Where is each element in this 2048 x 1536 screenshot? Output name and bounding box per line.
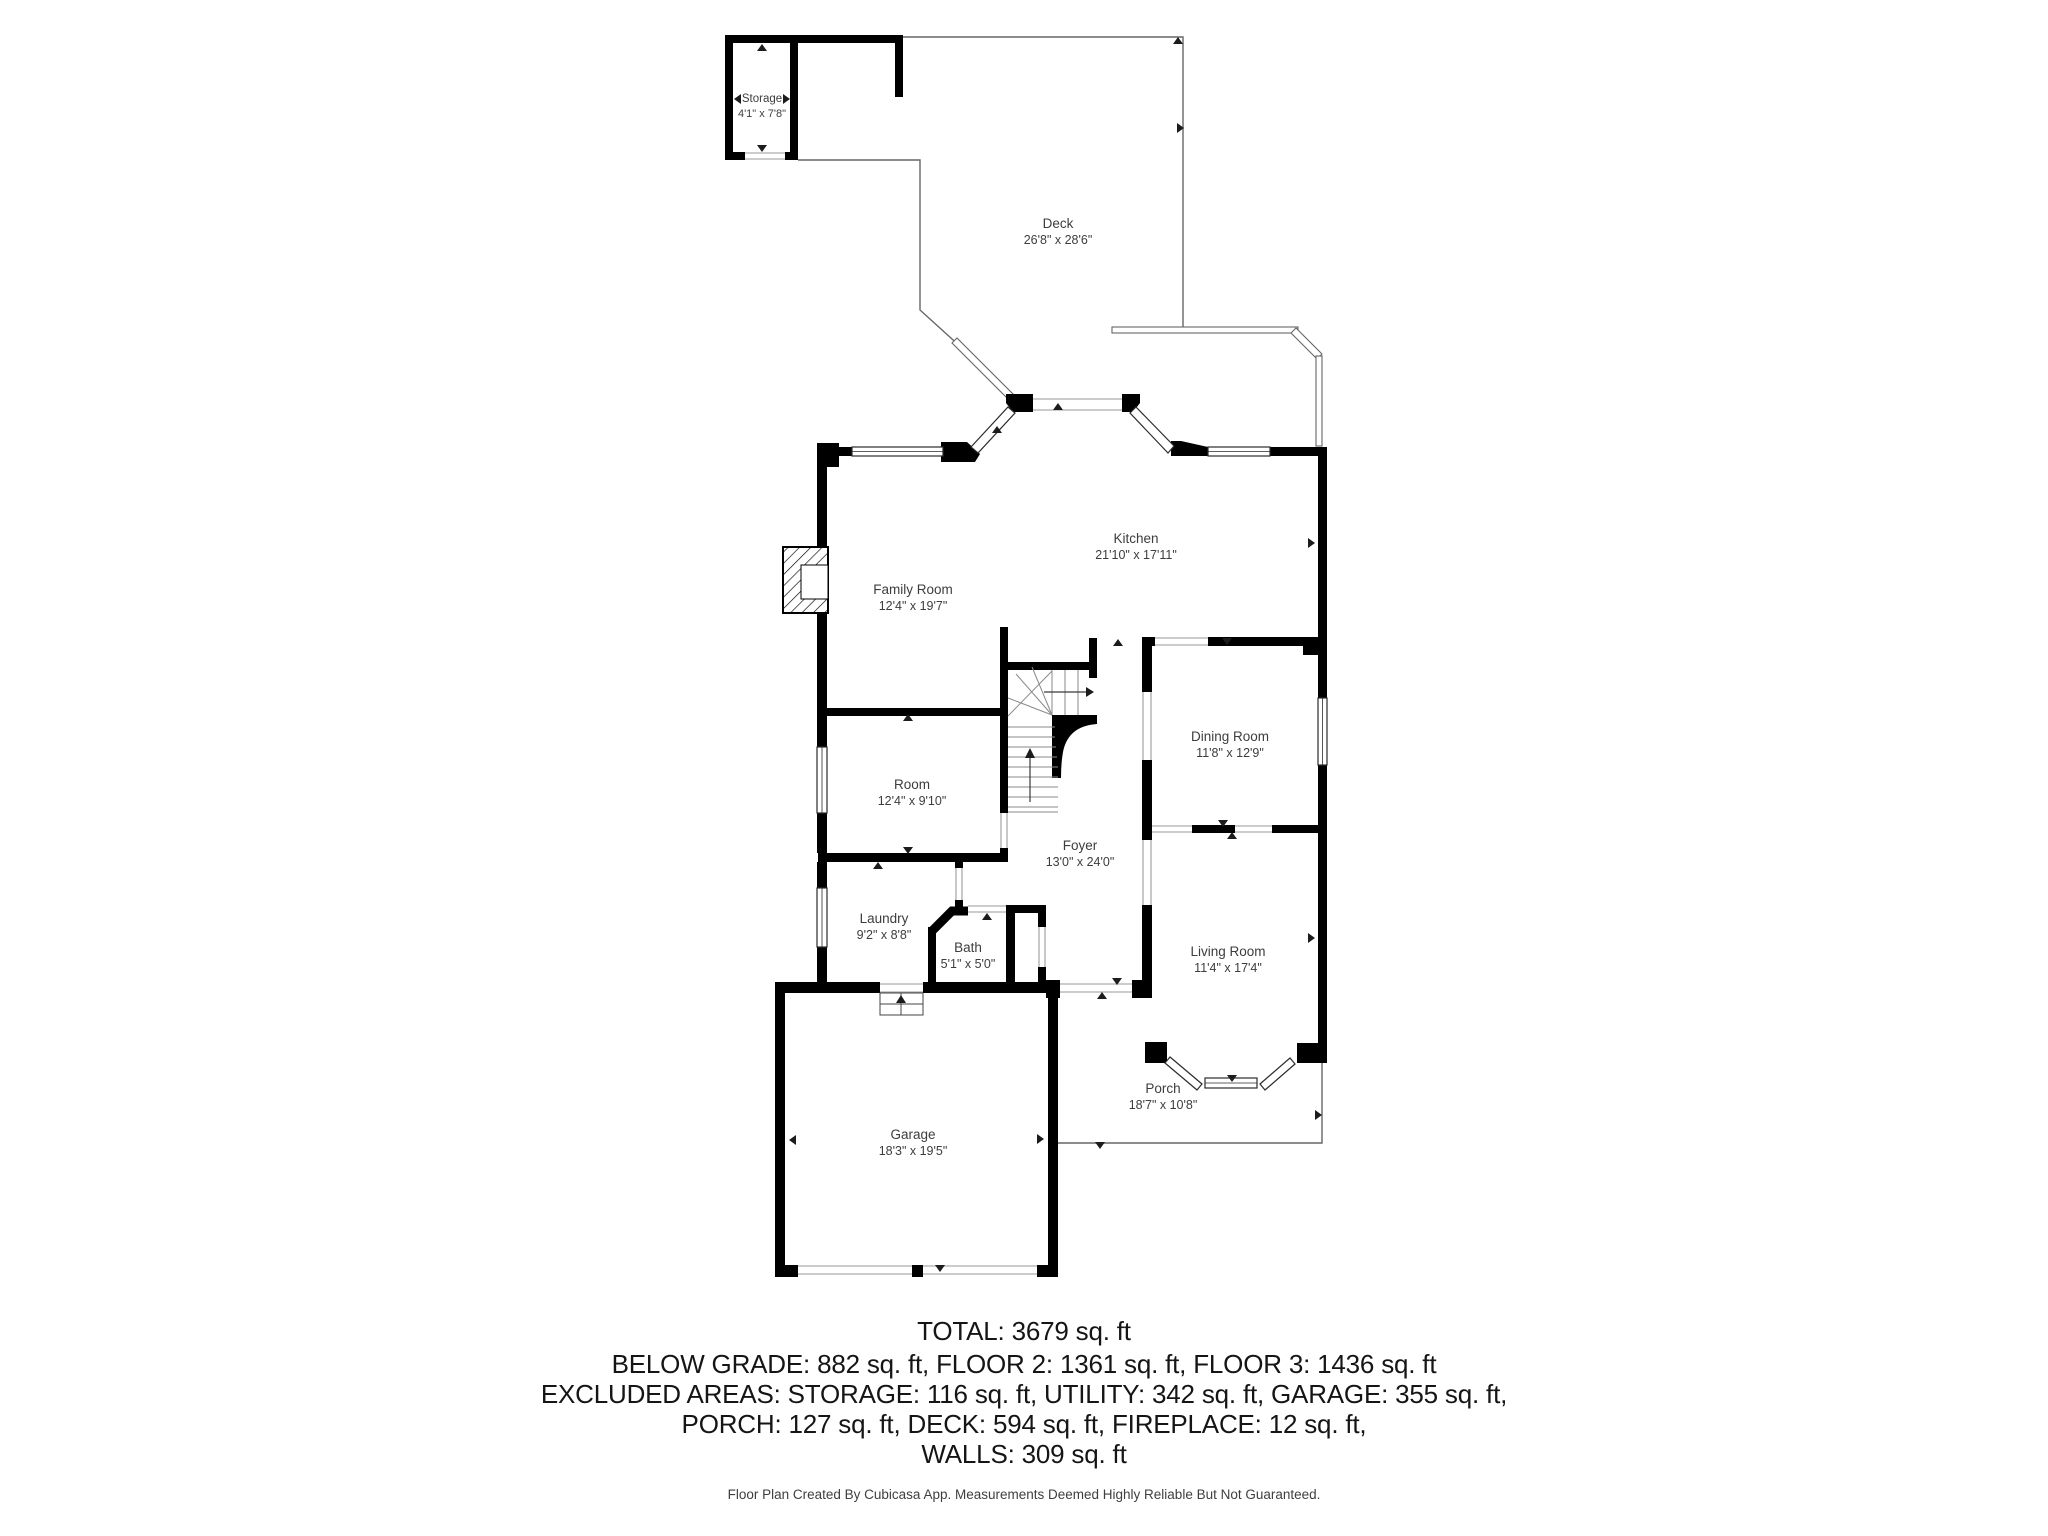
label-storage: Storage <box>741 93 783 105</box>
fireplace <box>783 547 828 613</box>
label-family-room: Family Room <box>873 582 953 597</box>
label-laundry: Laundry <box>859 911 909 926</box>
walls <box>725 35 1327 1277</box>
label-foyer: Foyer <box>1062 838 1098 853</box>
dims-foyer: 13'0" x 24'0" <box>1045 855 1115 869</box>
dims-kitchen: 21'10" x 17'11" <box>1095 548 1177 562</box>
excluded-areas-text-2: PORCH: 127 sq. ft, DECK: 594 sq. ft, FIREPLACE: 12 sq. ft, <box>681 1409 1367 1439</box>
excluded-areas-text-1: EXCLUDED AREAS: STORAGE: 116 sq. ft, UTILITY: 342 sq. ft, GARAGE: 355 sq. ft, <box>540 1379 1508 1409</box>
total-area-text: TOTAL: 3679 sq. ft <box>917 1316 1131 1346</box>
label-room: Room <box>893 777 931 792</box>
dims-dining-room: 11'8" x 12'9" <box>1196 746 1264 760</box>
label-kitchen: Kitchen <box>1113 531 1159 546</box>
disclaimer-text: Floor Plan Created By Cubicasa App. Measurements Deemed Highly Reliable But Not Guaranteed. <box>727 1487 1321 1502</box>
garage-steps <box>880 993 923 1015</box>
label-dining-room: Dining Room <box>1190 729 1270 744</box>
dims-family-room: 12'4" x 19'7" <box>878 599 948 613</box>
deck-outline <box>798 37 1183 397</box>
floor-areas-text: BELOW GRADE: 882 sq. ft, FLOOR 2: 1361 sq. ft, FLOOR 3: 1436 sq. ft <box>611 1349 1437 1379</box>
dims-bath: 5'1" x 5'0" <box>940 957 996 971</box>
walls-area-text: WALLS: 309 sq. ft <box>921 1439 1127 1469</box>
dims-deck: 26'8" x 28'6" <box>1023 233 1093 247</box>
label-living-room: Living Room <box>1190 944 1266 959</box>
deck-railing <box>952 327 1322 446</box>
dims-porch: 18'7" x 10'8" <box>1128 1098 1198 1112</box>
dims-room: 12'4" x 9'10" <box>877 794 947 808</box>
dims-laundry: 9'2" x 8'8" <box>856 928 912 942</box>
label-garage: Garage <box>890 1127 936 1142</box>
dims-garage: 18'3" x 19'5" <box>878 1144 948 1158</box>
dims-living-room: 11'4" x 17'4" <box>1194 961 1262 975</box>
dims-storage: 4'1" x 7'8" <box>737 108 787 120</box>
label-deck: Deck <box>1042 216 1074 231</box>
label-porch: Porch <box>1145 1081 1181 1096</box>
staircase <box>1008 667 1094 812</box>
label-bath: Bath <box>954 940 982 955</box>
